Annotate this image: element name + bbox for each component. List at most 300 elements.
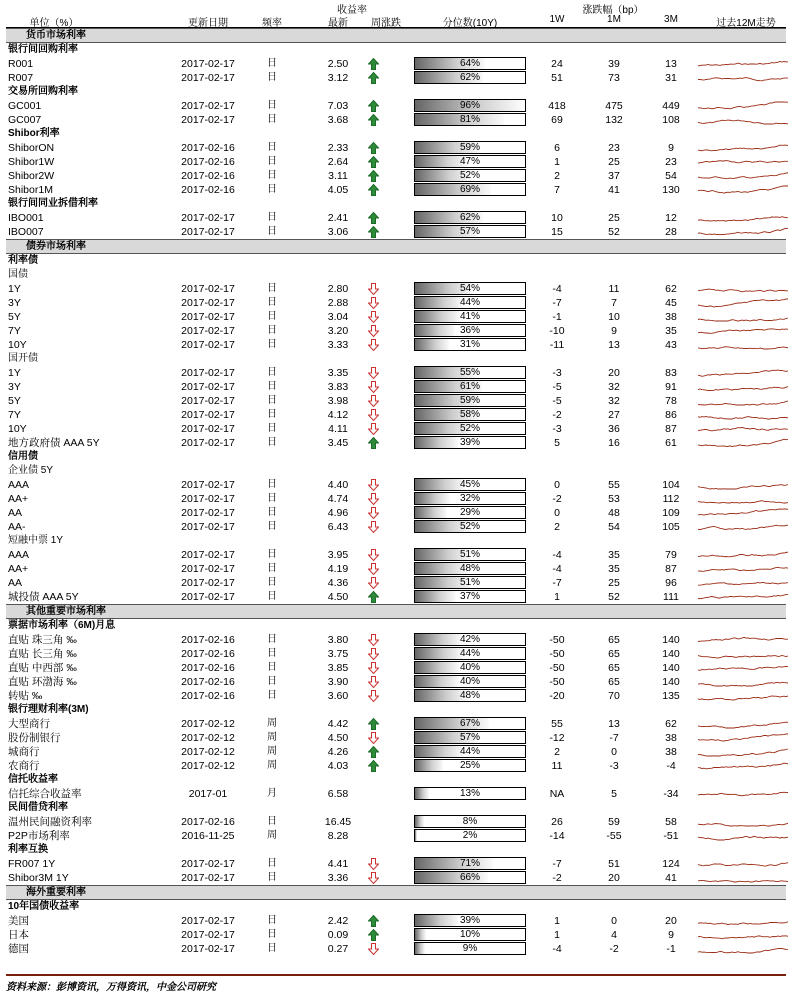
frequency: 周: [267, 746, 277, 757]
latest-value: 4.96: [327, 507, 349, 519]
trend-header: 过去12M走势: [716, 18, 776, 29]
group-header: 利率互换: [8, 844, 48, 855]
frequency: 日: [267, 915, 277, 926]
percentile-bar: [414, 380, 526, 393]
table-row: [6, 689, 786, 703]
update-date: 2017-02-16: [181, 816, 235, 828]
frequency: 日: [267, 676, 277, 687]
subgroup-header: 短融中票 1Y: [8, 535, 64, 546]
frequency: 日: [267, 577, 277, 588]
arrow-down-icon: [368, 858, 379, 870]
frequency: 日: [267, 690, 277, 701]
trend-sparkline: [696, 325, 790, 337]
update-date: 2017-02-16: [181, 156, 235, 168]
rate-name: Shibor1W: [8, 156, 55, 168]
percentile-bar: [414, 225, 526, 238]
percentile-label: 55%: [459, 367, 480, 378]
update-date: 2017-02-17: [181, 521, 235, 533]
change-3m: 140: [662, 662, 680, 674]
update-date: 2017-02-17: [181, 226, 235, 238]
table-row: [6, 871, 786, 885]
trend-sparkline: [696, 676, 790, 688]
frequency: 日: [267, 72, 277, 83]
change-1m: 16: [608, 437, 620, 449]
change-1m: 0: [611, 746, 617, 758]
update-date: 2017-02-17: [181, 479, 235, 491]
arrow-down-icon: [368, 634, 379, 646]
arrow-down-icon: [368, 283, 379, 295]
change-1w: -4: [552, 563, 562, 575]
frequency: 日: [267, 297, 277, 308]
update-date: 2017-02-17: [181, 577, 235, 589]
arrow-down-icon: [368, 549, 379, 561]
latest-value: 4.50: [327, 732, 349, 744]
frequency: 日: [267, 184, 277, 195]
change-1w: -7: [552, 577, 562, 589]
change-1m: 65: [608, 648, 620, 660]
arrow-down-icon: [368, 325, 379, 337]
change-1m: 4: [611, 929, 617, 941]
latest-value: 4.11: [328, 423, 348, 435]
change-1m: 5: [611, 788, 617, 800]
frequency: 日: [267, 521, 277, 532]
trend-sparkline: [696, 732, 790, 744]
percentile-label: 51%: [459, 577, 480, 588]
header-row-2: [6, 13, 786, 28]
frequency: 日: [267, 493, 277, 504]
table-row: [6, 478, 786, 492]
arrow-up-icon: [368, 718, 379, 730]
percentile-label: 52%: [459, 170, 480, 181]
update-date: 2017-02-16: [181, 648, 235, 660]
table-row: [6, 169, 786, 183]
rate-name: 美国: [8, 915, 29, 927]
percentile-bar: [414, 759, 526, 772]
change-1m: -2: [609, 943, 619, 955]
trend-sparkline: [696, 226, 790, 238]
change-3m: 104: [662, 479, 680, 491]
rate-name: 5Y: [8, 311, 21, 323]
percentile-label: 32%: [459, 493, 480, 504]
change-1m: -7: [609, 732, 619, 744]
change-1m: 35: [608, 563, 620, 575]
latest-value: 2.42: [327, 915, 349, 927]
frequency: 日: [267, 114, 277, 125]
change-3m: 45: [665, 297, 677, 309]
trend-sparkline: [696, 367, 790, 379]
trend-sparkline: [696, 156, 790, 168]
change-3m: 9: [668, 142, 674, 154]
change-1m: 132: [605, 114, 623, 126]
percentile-label: 25%: [459, 760, 480, 771]
change-1m: 7: [611, 297, 617, 309]
percentile-label: 62%: [459, 212, 480, 223]
trend-sparkline: [696, 212, 790, 224]
percentile-bar: [414, 506, 526, 519]
latest-value: 3.12: [327, 72, 349, 84]
percentile-bar: [414, 113, 526, 126]
arrow-down-icon: [368, 732, 379, 744]
percentile-bar: [414, 520, 526, 533]
change-1m: 39: [608, 58, 620, 70]
group-header: 银行间同业拆借利率: [8, 198, 98, 209]
update-date: 2017-02-17: [181, 381, 235, 393]
rate-name: 直贴 长三角 ‰: [8, 648, 77, 660]
change-1m: 10: [608, 311, 620, 323]
section-header: 其他重要市场利率: [6, 604, 786, 619]
trend-sparkline: [696, 493, 790, 505]
percentile-bar: [414, 661, 526, 674]
percentile-bar: [414, 857, 526, 870]
change-3m: 105: [662, 521, 680, 533]
rate-name: 转贴 ‰: [8, 690, 43, 702]
change-1w: 0: [554, 479, 560, 491]
table-row: [6, 759, 786, 773]
frequency: 周: [267, 830, 277, 841]
latest-value: 2.80: [327, 283, 349, 295]
table-row: [6, 661, 786, 675]
arrow-up-icon: [368, 591, 379, 603]
percentile-bar: [414, 141, 526, 154]
latest-value: 4.36: [327, 577, 349, 589]
change-1m: 59: [608, 816, 620, 828]
update-date: 2017-02-17: [181, 395, 235, 407]
arrow-up-icon: [368, 929, 379, 941]
change-3m: 35: [665, 325, 677, 337]
percentile-bar: [414, 183, 526, 196]
trend-sparkline: [696, 788, 790, 800]
frequency: 周: [267, 760, 277, 771]
change-1m: 55: [608, 479, 620, 491]
trend-sparkline: [696, 943, 790, 955]
change-3m: 78: [665, 395, 677, 407]
trend-sparkline: [696, 311, 790, 323]
percentile-label: 59%: [459, 142, 480, 153]
change-1m: 13: [608, 339, 620, 351]
rate-name: 城投债 AAA 5Y: [8, 591, 79, 603]
rate-name: 农商行: [8, 760, 40, 772]
update-date: 2017-02-17: [181, 943, 235, 955]
rate-name: Shibor2W: [8, 170, 55, 182]
trend-sparkline: [696, 507, 790, 519]
section-header: 货币市场利率: [6, 28, 786, 43]
change-1m: 9: [611, 325, 617, 337]
trend-sparkline: [696, 409, 790, 421]
latest-value: 4.12: [327, 409, 349, 421]
percentile-bar: [414, 871, 526, 884]
change-3m: -51: [663, 830, 679, 842]
arrow-down-icon: [368, 423, 379, 435]
rates-table: [6, 0, 786, 956]
change-3m: 87: [665, 563, 677, 575]
table-row: [6, 857, 786, 871]
percentile-bar: [414, 310, 526, 323]
frequency: 周: [267, 732, 277, 743]
latest-value: 3.45: [327, 437, 349, 449]
change-1w: 55: [551, 718, 563, 730]
rate-name: 7Y: [8, 325, 21, 337]
change-3m: 23: [665, 156, 677, 168]
latest-value: 4.74: [327, 493, 349, 505]
change-1w: 2: [554, 746, 560, 758]
rate-name: AA+: [8, 493, 29, 505]
rate-name: AA: [8, 577, 23, 589]
change-1w: 10: [551, 212, 563, 224]
change-3m: 108: [662, 114, 680, 126]
rate-name: 1Y: [8, 283, 21, 295]
trend-sparkline: [696, 437, 790, 449]
change-1w: -4: [552, 283, 562, 295]
change-3m: 58: [665, 816, 677, 828]
rate-name: 温州民间融资利率: [8, 816, 92, 828]
trend-sparkline: [696, 648, 790, 660]
percentile-label: 71%: [459, 858, 480, 869]
rate-name: FR007 1Y: [8, 858, 56, 870]
change-1m: 36: [608, 423, 620, 435]
change-1w: 1: [554, 929, 560, 941]
change-1w: -1: [552, 311, 562, 323]
update-date: 2017-02-16: [181, 634, 235, 646]
percentile-bar: [414, 689, 526, 702]
frequency: 日: [267, 212, 277, 223]
rate-name: 城商行: [8, 746, 40, 758]
percentile-bar: [414, 436, 526, 449]
table-row: [6, 71, 786, 85]
percentile-label: 54%: [459, 283, 480, 294]
rate-name: ShiborON: [8, 142, 55, 154]
change-1m: 51: [608, 858, 620, 870]
trend-sparkline: [696, 760, 790, 772]
change-1m: 0: [611, 915, 617, 927]
rate-name: AA: [8, 507, 23, 519]
change-1w: 418: [548, 100, 566, 112]
update-date: 2017-02-17: [181, 858, 235, 870]
change-3m: 54: [665, 170, 677, 182]
frequency: 日: [267, 142, 277, 153]
change-1w: 1: [554, 156, 560, 168]
group-header: 票据市场利率（6M)月息: [8, 620, 116, 631]
arrow-up-icon: [368, 72, 379, 84]
change-1w: 69: [551, 114, 563, 126]
table-row: [6, 57, 786, 71]
rate-name: 1Y: [8, 367, 21, 379]
percentile-label: 69%: [459, 184, 480, 195]
latest-value: 0.27: [327, 943, 349, 955]
frequency: 日: [267, 381, 277, 392]
arrow-down-icon: [368, 311, 379, 323]
arrow-down-icon: [368, 507, 379, 519]
update-date: 2017-02-17: [181, 872, 235, 884]
change-1w: -20: [549, 690, 565, 702]
arrow-down-icon: [368, 943, 379, 955]
update-date: 2017-02-17: [181, 283, 235, 295]
arrow-down-icon: [368, 479, 379, 491]
change-1w: -2: [552, 872, 562, 884]
percentile-label: 48%: [459, 690, 480, 701]
table-row: [6, 506, 786, 520]
trend-sparkline: [696, 395, 790, 407]
trend-sparkline: [696, 830, 790, 842]
change-1m: 41: [608, 184, 620, 196]
latest-value: 4.26: [327, 746, 349, 758]
update-date: 2017-02-16: [181, 662, 235, 674]
percentile-label: 52%: [459, 521, 480, 532]
percentile-label: 37%: [459, 591, 480, 602]
percentile-label: 57%: [459, 732, 480, 743]
percentile-bar: [414, 647, 526, 660]
percentile-label: 52%: [459, 423, 480, 434]
group-header: 利率债: [8, 255, 38, 266]
change-3m: 83: [665, 367, 677, 379]
percentile-bar: [414, 338, 526, 351]
trend-sparkline: [696, 816, 790, 828]
trend-sparkline: [696, 114, 790, 126]
latest-value: 3.95: [327, 549, 349, 561]
percentile-bar: [414, 366, 526, 379]
update-date: 2017-02-16: [181, 184, 235, 196]
change-1w: -5: [552, 381, 562, 393]
change-1w: -7: [552, 297, 562, 309]
update-date: 2017-02-17: [181, 929, 235, 941]
change-3m: 43: [665, 339, 677, 351]
arrow-up-icon: [368, 100, 379, 112]
rate-name: AAA: [8, 549, 30, 561]
change-group-header: 涨跌幅（bp）: [582, 5, 644, 16]
arrow-up-icon: [368, 760, 379, 772]
change-1m: 13: [608, 718, 620, 730]
percentile-bar: [414, 394, 526, 407]
latest-value: 3.20: [327, 325, 349, 337]
arrow-up-icon: [368, 915, 379, 927]
change-3m: 20: [665, 915, 677, 927]
percentile-label: 8%: [462, 816, 478, 827]
update-date: 2017-02-17: [181, 507, 235, 519]
change-1m: 20: [608, 872, 620, 884]
update-date: 2017-02-17: [181, 409, 235, 421]
rate-name: AAA: [8, 479, 30, 491]
percentile-bar: [414, 590, 526, 603]
update-date: 2017-01: [188, 788, 228, 800]
percentile-bar: [414, 492, 526, 505]
arrow-up-icon: [368, 212, 379, 224]
percentile-label: 2%: [462, 830, 478, 841]
header-row-1: [6, 0, 786, 16]
change-1m: 52: [608, 591, 620, 603]
change-1w: 2: [554, 521, 560, 533]
change-3m: 112: [662, 493, 680, 505]
table-row: [6, 675, 786, 689]
frequency: 日: [267, 648, 277, 659]
frequency: 日: [267, 563, 277, 574]
latest-value: 3.06: [327, 226, 349, 238]
update-date: 2017-02-17: [181, 915, 235, 927]
update-date: 2017-02-17: [181, 297, 235, 309]
change-1m: 32: [608, 395, 620, 407]
table-row: [6, 731, 786, 745]
percentile-bar: [414, 211, 526, 224]
trend-sparkline: [696, 423, 790, 435]
group-header: 银行间回购利率: [8, 44, 78, 55]
frequency: 日: [267, 816, 277, 827]
change-3m: 38: [665, 311, 677, 323]
table-row: [6, 520, 786, 534]
percentile-bar: [414, 745, 526, 758]
rate-name: 直贴 环渤海 ‰: [8, 676, 77, 688]
change-1m: 25: [608, 212, 620, 224]
table-row: [6, 928, 786, 942]
arrow-down-icon: [368, 409, 379, 421]
arrow-down-icon: [368, 297, 379, 309]
latest-value: 4.50: [327, 591, 349, 603]
latest-value: 3.90: [327, 676, 349, 688]
trend-sparkline: [696, 170, 790, 182]
table-row: [6, 338, 786, 352]
change-1m: 11: [608, 283, 620, 295]
trend-sparkline: [696, 521, 790, 533]
percentile-bar: [414, 324, 526, 337]
percentile-bar: [414, 408, 526, 421]
change-1m: 37: [608, 170, 620, 182]
w1-header: 1W: [549, 14, 565, 25]
change-3m: 31: [665, 72, 677, 84]
change-1w: -3: [552, 423, 562, 435]
change-3m: 86: [665, 409, 677, 421]
change-1w: -12: [549, 732, 565, 744]
table-row: [6, 717, 786, 731]
rate-name: P2P市场利率: [8, 830, 70, 842]
group-header: 民间借贷利率: [8, 802, 68, 813]
percentile-bar: [414, 815, 526, 828]
table-row: [6, 590, 786, 604]
table-row: [6, 647, 786, 661]
latest-value: 2.88: [327, 297, 349, 309]
frequency: 日: [267, 100, 277, 111]
change-1w: -50: [549, 676, 565, 688]
percentile-label: 81%: [459, 114, 480, 125]
table-row: [6, 324, 786, 338]
update-date: 2017-02-12: [181, 732, 235, 744]
latest-value: 3.68: [327, 114, 349, 126]
trend-sparkline: [696, 72, 790, 84]
group-header: 信托收益率: [8, 774, 58, 785]
percentile-label: 66%: [459, 872, 480, 883]
arrow-down-icon: [368, 577, 379, 589]
change-1m: 25: [608, 577, 620, 589]
rate-name: 10Y: [8, 423, 27, 435]
arrow-up-icon: [368, 226, 379, 238]
frequency: 日: [267, 479, 277, 490]
table-row: [6, 815, 786, 829]
latest-value: 3.60: [327, 690, 349, 702]
trend-sparkline: [696, 746, 790, 758]
trend-sparkline: [696, 58, 790, 70]
change-3m: -1: [666, 943, 676, 955]
percentile-label: 9%: [462, 943, 478, 954]
group-header: 交易所回购利率: [8, 86, 78, 97]
percentile-label: 36%: [459, 325, 480, 336]
update-date: 2017-02-17: [181, 367, 235, 379]
latest-value: 6.43: [327, 521, 349, 533]
arrow-up-icon: [368, 170, 379, 182]
frequency: 日: [267, 325, 277, 336]
table-body: [6, 28, 786, 956]
percentile-label: 44%: [459, 648, 480, 659]
unit-header: 单位（%）: [29, 18, 79, 29]
percentile-bar: [414, 478, 526, 491]
change-3m: 9: [668, 929, 674, 941]
arrow-up-icon: [368, 746, 379, 758]
percentile-label: 45%: [459, 479, 480, 490]
